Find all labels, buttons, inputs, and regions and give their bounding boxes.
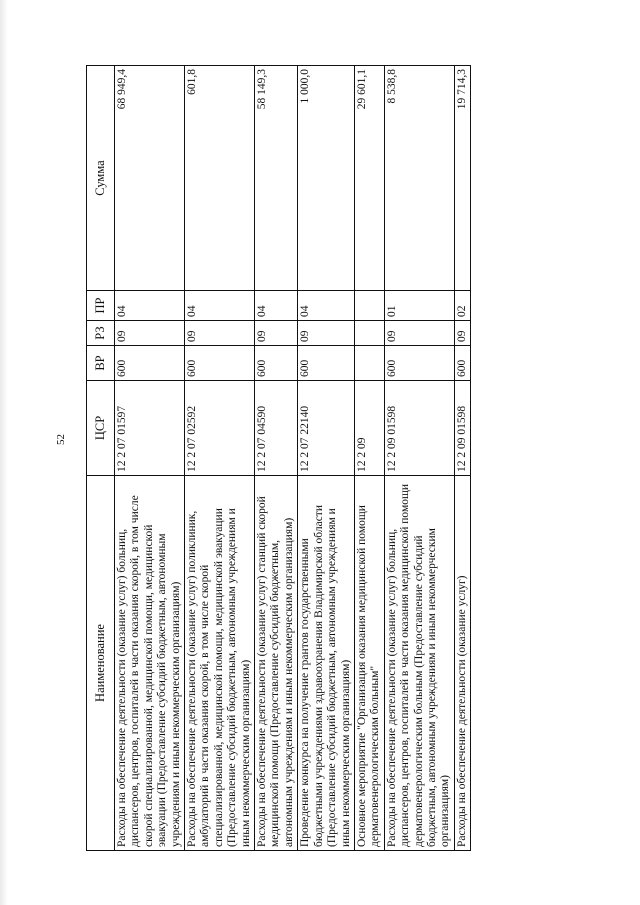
cell-sum: 601,8 (185, 66, 255, 291)
cell-name: Расходы на обеспечение деятельности (оказание услуг) станций скорой медицинской помощи (Предоставление субсидий бюджетным, автономным учреждениям и иным некоммерческим организациям) (255, 476, 298, 851)
header-pr: ПР (87, 291, 115, 321)
cell-pr: 04 (255, 291, 298, 321)
cell-name: Расходы на обеспечение деятельности (оказание услуг) больниц, диспансеров, центров, госпиталей в части оказания медицинской помощи дерматовенерологическим больным (Предоставление субсидий бюджетным, автономным учреждениям и иным некоммерческим организациям) (384, 476, 454, 851)
cell-sum: 19 714,3 (454, 66, 470, 291)
header-csr: ЦСР (87, 381, 115, 476)
table-row (454, 66, 470, 851)
cell-sum: 58 149,3 (255, 66, 298, 291)
cell-sum: 8 538,8 (384, 66, 454, 291)
cell-vr: 600 (298, 346, 355, 381)
table-row (255, 66, 298, 851)
cell-sum: 68 949,4 (115, 66, 185, 291)
table-row (115, 66, 185, 851)
table-row (298, 66, 355, 851)
cell-vr: 600 (454, 346, 470, 381)
cell-rz: 09 (255, 321, 298, 346)
cell-pr: 01 (384, 291, 454, 321)
cell-pr: 04 (185, 291, 255, 321)
cell-csr: 12 2 07 22140 (298, 381, 355, 476)
cell-rz (354, 321, 384, 346)
cell-pr (354, 291, 384, 321)
header-name: Наименование (87, 476, 115, 851)
cell-csr: 12 2 07 02592 (185, 381, 255, 476)
cell-vr: 600 (115, 346, 185, 381)
table-row (185, 66, 255, 851)
rotated-table-container (86, 66, 614, 851)
cell-sum: 1 000,0 (298, 66, 355, 291)
table-row (354, 66, 384, 851)
cell-csr: 12 2 07 01597 (115, 381, 185, 476)
cell-name: Расходы на обеспечение деятельности (оказание услуг) (454, 476, 470, 851)
cell-rz: 09 (454, 321, 470, 346)
header-sum: Сумма (87, 66, 115, 291)
cell-name: Расходы на обеспечение деятельности (оказание услуг) поликлиник, амбулаторий в части оказания скорой, в том числе скорой специализированной, медицинской помощи, медицинской эвакуации (Предоставление субсидий бюджетным, автономным учреждениям и иным некоммерческим организациям) (185, 476, 255, 851)
cell-rz: 09 (115, 321, 185, 346)
cell-pr: 04 (115, 291, 185, 321)
cell-vr: 600 (384, 346, 454, 381)
table-row (384, 66, 454, 851)
header-vr: ВР (87, 346, 115, 381)
cell-pr: 02 (454, 291, 470, 321)
cell-pr: 04 (298, 291, 355, 321)
cell-name: Основное мероприятие "Организация оказания медицинской помощи дерматовенерологическим больным" (354, 476, 384, 851)
cell-csr: 12 2 09 (354, 381, 384, 476)
cell-csr: 12 2 09 01598 (384, 381, 454, 476)
cell-vr: 600 (185, 346, 255, 381)
cell-rz: 09 (298, 321, 355, 346)
cell-name: Проведение конкурса на получение грантов государственными бюджетными учреждениями здравоохранения Владимирской области (Предоставление субсидий бюджетным, автономным учреждениям и иным некоммерческим организациям) (298, 476, 355, 851)
cell-name: Расходы на обеспечение деятельности (оказание услуг) больниц, диспансеров, центров, госпиталей в части оказания скорой, в том числе скорой специализированной, медицинской помощи, медицинской эвакуации (Предоставление субсидий бюджетным, автономным учреждениям и иным некоммерческим организациям) (115, 476, 185, 851)
cell-vr (354, 346, 384, 381)
header-row (87, 66, 115, 851)
cell-csr: 12 2 09 01598 (454, 381, 470, 476)
page-number: 52 (55, 434, 67, 445)
cell-vr: 600 (255, 346, 298, 381)
scan-edge-shadow (0, 0, 8, 905)
header-rz: РЗ (87, 321, 115, 346)
budget-table (86, 65, 471, 851)
cell-rz: 09 (384, 321, 454, 346)
cell-rz: 09 (185, 321, 255, 346)
cell-sum: 29 601,1 (354, 66, 384, 291)
cell-csr: 12 2 07 04590 (255, 381, 298, 476)
